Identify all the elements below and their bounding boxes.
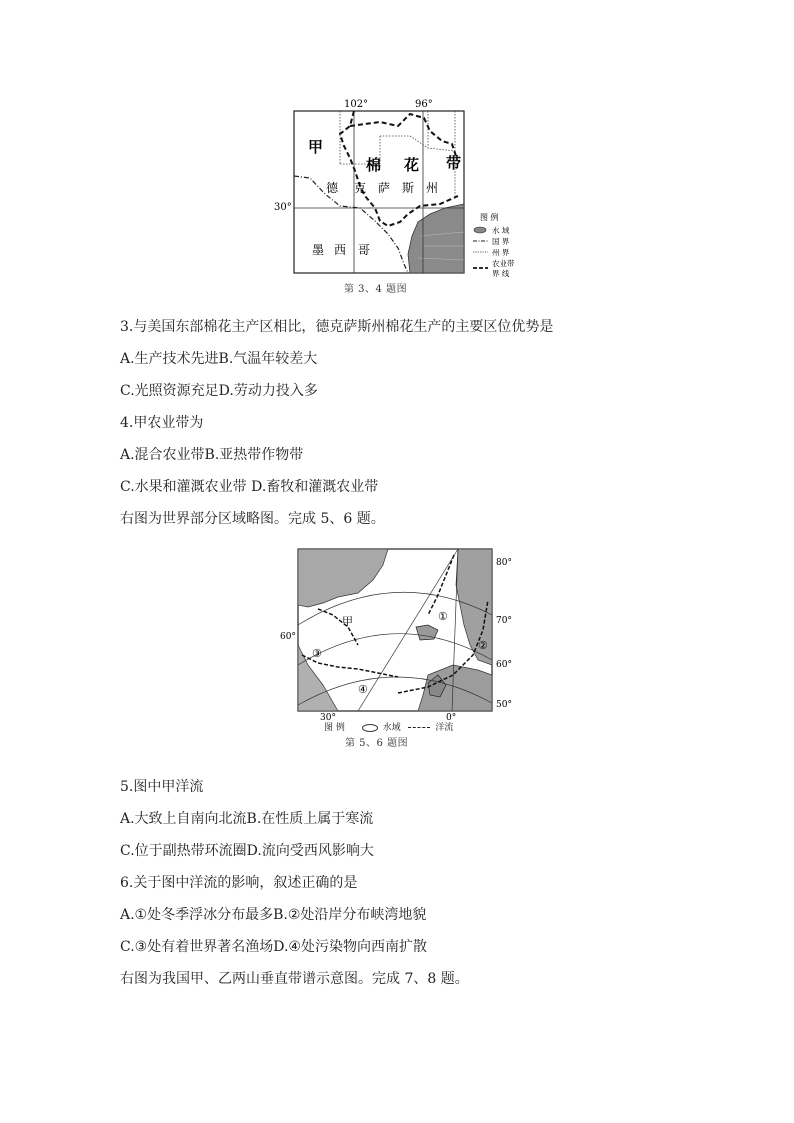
intro-questions-5-6: 右图为世界部分区域略图。完成 5、6 题。: [120, 511, 385, 527]
svg-text:州 界: 州 界: [492, 248, 510, 257]
lat-30-label: 30°: [274, 202, 292, 213]
mexico-char-3: 哥: [358, 243, 371, 257]
question-4-options-cd: C.水果和灌溉农业带 D.畜牧和灌溉农业带: [120, 479, 379, 495]
texas-char-4: 斯: [402, 181, 415, 195]
marker-1: ①: [438, 610, 448, 623]
svg-text:水 域: 水 域: [492, 226, 510, 235]
label-hua: 花: [404, 156, 420, 174]
texas-char-1: 德: [326, 181, 339, 195]
lat-60-right-label: 60°: [496, 660, 512, 670]
figure2-caption: 第 5、6 题图: [345, 738, 409, 749]
svg-text:农业带: 农业带: [492, 259, 515, 268]
water-legend-icon: [362, 724, 378, 732]
question-6-options-cd: C.③处有着世界著名渔场D.④处污染物向西南扩散: [120, 939, 427, 955]
water-legend-icon: [474, 227, 486, 233]
lon-102-label: 102°: [344, 99, 369, 110]
lat-60-left-label: 60°: [280, 632, 296, 642]
current-legend-icon: [408, 727, 430, 728]
texas-cotton-map: [274, 96, 530, 291]
question-3-options-cd: C.光照资源充足D.劳动力投入多: [120, 383, 318, 399]
texas-char-3: 萨: [378, 181, 391, 195]
texas-char-5: 州: [426, 181, 439, 195]
intro-questions-7-8: 右图为我国甲、乙两山垂直带谱示意图。完成 7、8 题。: [120, 971, 469, 987]
mexico-char-1: 墨: [312, 243, 325, 257]
question-5: 5.图中甲洋流: [120, 779, 204, 795]
figure1-caption: 第 3、4 题图: [344, 284, 408, 295]
texas-char-2: 克: [354, 181, 367, 195]
label-jia: 甲: [308, 138, 324, 156]
marker-2: ②: [478, 639, 488, 652]
question-6-options-ab: A.①处冬季浮冰分布最多B.②处沿岸分布峡湾地貌: [120, 907, 427, 923]
lat-50-label: 50°: [496, 700, 512, 710]
label-current-jia: 甲: [342, 615, 353, 628]
question-5-options-cd: C.位于副热带环流圈D.流向受西风影响大: [120, 843, 374, 859]
map2-legend: 图 例 水域 洋流: [324, 723, 454, 733]
label-mian: 棉: [366, 156, 382, 174]
question-3: 3.与美国东部棉花主产区相比，德克萨斯州棉花生产的主要区位优势是: [120, 319, 554, 335]
svg-text:国 界: 国 界: [492, 237, 510, 246]
lon-0-label: 0°: [446, 713, 457, 723]
question-4: 4.甲农业带为: [120, 415, 204, 431]
label-dai: 带: [446, 154, 462, 172]
lon-96-label: 96°: [415, 99, 433, 110]
mexico-char-2: 西: [334, 243, 347, 257]
marker-3: ③: [312, 647, 322, 660]
lon-30-label: 30°: [320, 713, 336, 723]
question-3-options-ab: A.生产技术先进B.气温年较差大: [120, 351, 318, 367]
question-6: 6.关于图中洋流的影响，叙述正确的是: [120, 875, 358, 891]
question-4-options-ab: A.混合农业带B.亚热带作物带: [120, 447, 304, 463]
question-5-options-ab: A.大致上自南向北流B.在性质上属于寒流: [120, 811, 374, 827]
map1-legend: [473, 212, 515, 278]
svg-text:界 线: 界 线: [492, 269, 510, 278]
north-atlantic-map: [278, 545, 518, 725]
marker-4: ④: [358, 683, 368, 696]
lat-80-label: 80°: [496, 558, 512, 568]
lat-70-label: 70°: [496, 616, 512, 626]
svg-text:图 例: 图 例: [480, 213, 499, 222]
